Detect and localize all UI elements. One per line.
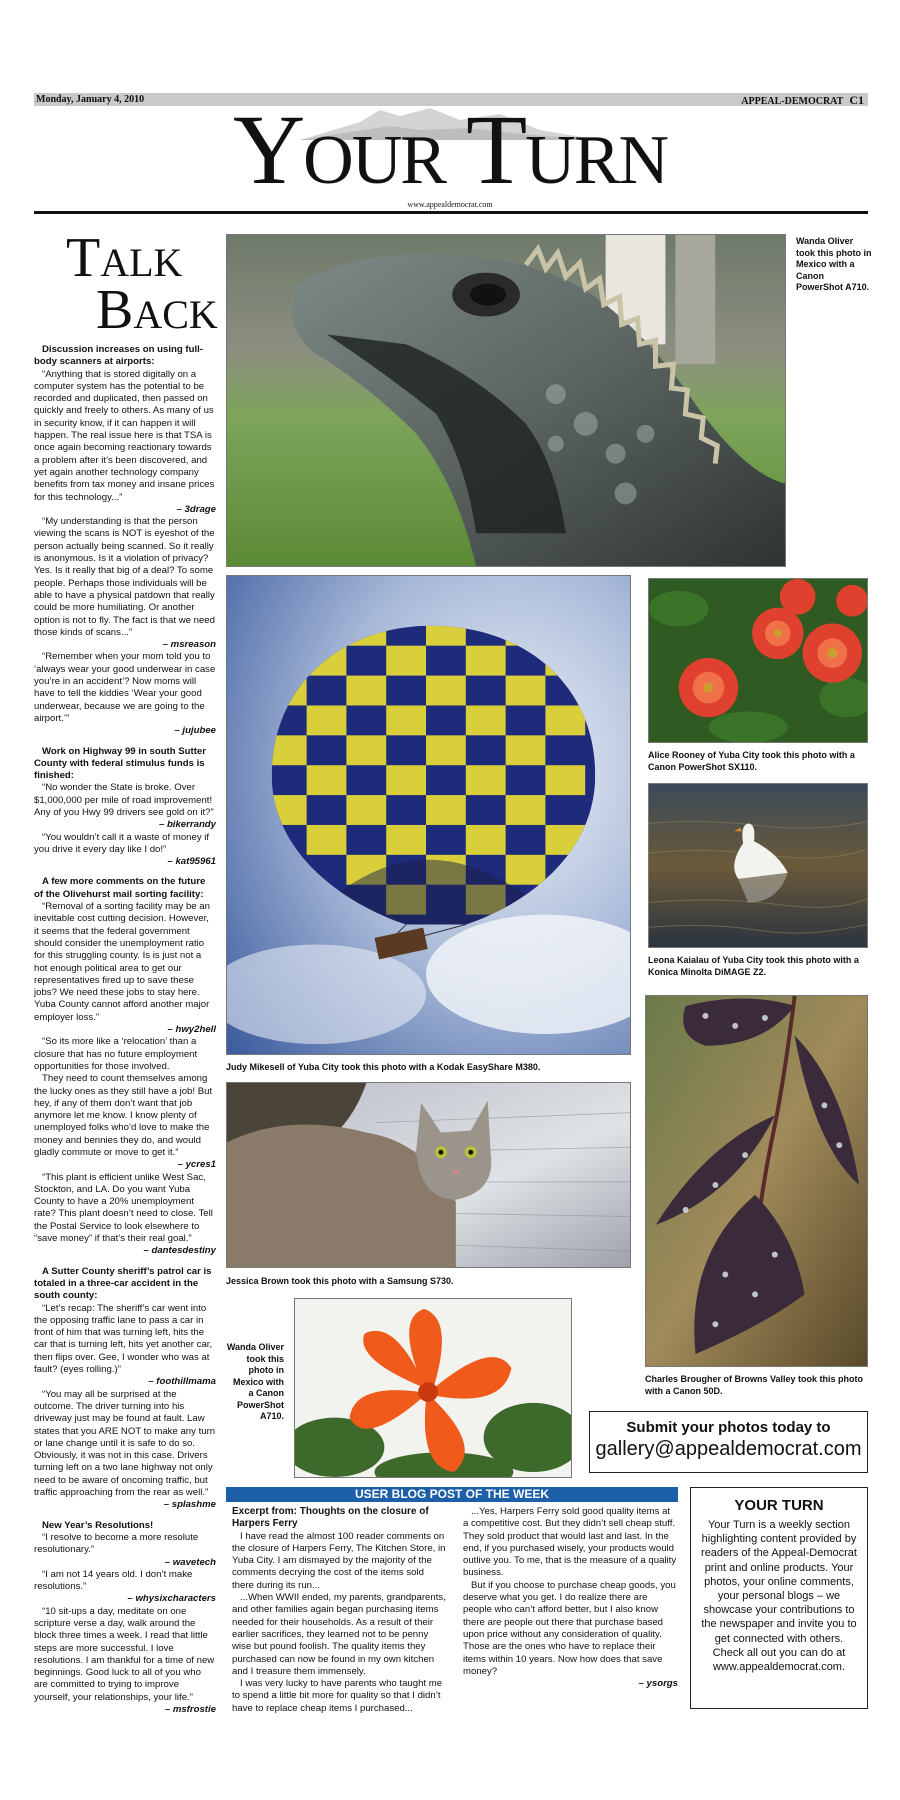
talkback-b: B <box>96 279 134 341</box>
paper-name-text: APPEAL-DEMOCRAT <box>741 96 844 107</box>
comment-text: “This plant is efficient unlike West Sac, Stockton, and LA. Do you want Yuba County to have a 20% unemployment rate? This plant doesn’t need to close. Tell the Postal Service to look elsewhere to “save money” if that’s their real goal.” <box>34 1171 213 1245</box>
submit-line1: Submit your photos today to <box>626 1419 831 1436</box>
headline: Discussion increases on using full-body scanners at airports: <box>34 344 203 368</box>
talkback-ack: ACK <box>133 292 218 337</box>
comment-author: – ysorgs <box>638 1678 678 1690</box>
comment-author: – 3drage <box>176 503 216 515</box>
talkback-t: T <box>66 227 101 289</box>
cat-caption: Jessica Brown took this photo with a Samsung S730. <box>226 1276 454 1286</box>
submit-email-link[interactable]: gallery@appealdemocrat.com <box>595 1438 862 1460</box>
talkback-alk: ALK <box>100 240 183 285</box>
comment-author: – ycres1 <box>177 1159 216 1171</box>
comment-text: “Removal of a sorting facility may be an inevitable cost cutting decision. However, it seems that the federal government should consider the unemployment ratio for this struggling county. Is is just not a hot enough political area to get our representatives fired up to save these jobs? We need these jobs to stay here. Yuba County cannot afford another major employer loss.” <box>34 901 210 1023</box>
header-rule <box>34 211 868 214</box>
submit-photos-box <box>589 1411 868 1473</box>
goose-photo <box>648 783 868 948</box>
blog-banner: USER BLOG POST OF THE WEEK <box>226 1487 678 1502</box>
comment-author: – dantesdestiny <box>143 1245 216 1257</box>
hot-air-balloon-icon <box>227 576 630 1054</box>
talkback-column <box>34 344 216 1716</box>
hibiscus-flower-icon <box>295 1299 571 1477</box>
comment-text: They need to count themselves among the lucky ones as they still have a job! But hey, if any of them don’t want that job anymore let me know. I know plenty of unemployed folks who’d love to make the money and bennies they do, and would gladly commute or move to get it.” <box>34 1073 213 1158</box>
comment-text: “10 sit-ups a day, meditate on one scripture verse a day, walk around the block three times a week. I read that little steps are more successful. I love resolutions. I am thankful for a time of new beginnings. Good luck to all of you who are committed to trying to improve yourself, your relationships, your life.” <box>34 1605 215 1703</box>
hibiscus-photo <box>294 1298 572 1478</box>
goose-icon <box>649 784 867 947</box>
comment-author: – bikerrandy <box>158 819 216 831</box>
comment-text: “Anything that is stored digitally on a computer system has the potential to be recorded and duplicated, then passed on quickly and freely to others. As many of us in security know, if it can happen it will happen. The real issue here is that TSA is once again becoming reactionary towards a problem after it’s been discovered, and yet again another technology company benefits from tax money and insane prices for this technology...” <box>34 368 215 503</box>
iguana-caption: Wanda Oliver took this photo in Mexico with a Canon PowerShot A710. <box>796 236 872 292</box>
comment-text: “Let’s recap: The sheriff’s car went into the opposing traffic lane to pass a car in front of him that was turning left, hits the car that is turning left, hits yet another car, then flips over. Gee, I wonder who was at fault? (eyes rolling.)” <box>34 1302 213 1376</box>
comment-author: – whysixcharacters <box>127 1593 216 1605</box>
talkback-title-line2 <box>96 279 218 341</box>
masthead-our: OUR <box>303 122 445 199</box>
dahlia-flowers-icon <box>649 579 867 742</box>
page-number: C1 <box>849 93 864 107</box>
dahlia-caption: Alice Rooney of Yuba City took this photo with a Canon PowerShot SX110. <box>648 750 855 772</box>
frosted-leaves-icon <box>646 996 867 1366</box>
your-turn-box-title: YOUR TURN <box>734 1497 824 1514</box>
cat-icon <box>227 1083 630 1267</box>
iguana-icon <box>227 235 785 566</box>
comment-author: – hwy2hell <box>167 1024 216 1036</box>
your-turn-info-box <box>690 1487 868 1709</box>
comment-text: “No wonder the State is broke. Over $1,000,000 per mile of road improvement! Any of you Hwy 99 drivers see gold on it?” <box>34 782 214 818</box>
comment-text: “So its more like a ‘relocation’ than a closure that has no future employment opportunities for those involved. <box>34 1036 198 1072</box>
comment-text: ...Yes, Harpers Ferry sold good quality items at a competitive cost. But they didn’t sell cheap stuff. They sold product that would last and last. In the end, if you purchased wisely, your products would outlive you. To me, that is the measure of a quality business. <box>463 1506 677 1579</box>
dahlia-photo <box>648 578 868 743</box>
talkback-title-line1 <box>66 227 183 289</box>
masthead-url[interactable]: www.appealdemocrat.com <box>407 200 493 209</box>
goose-caption: Leona Kaialau of Yuba City took this photo with a Konica Minolta DiMAGE Z2. <box>648 955 859 977</box>
comment-text: “You wouldn’t call it a waste of money if you drive it every day like I do!” <box>34 831 210 855</box>
comment-text: ...When WWII ended, my parents, grandparents, and other families again began purchasing items needed for their households. As a result of their earlier sacrifices, they learned not to be penny wise but pound foolish. The quality items they purchased can now be found in my own kitchen and I treasure them immensely. <box>232 1592 446 1677</box>
headline: Work on Highway 99 in south Sutter County with federal stimulus funds is finished: <box>34 745 206 782</box>
comment-text: “My understanding is that the person viewing the scans is NOT is eyeshot of the person actually being scanned. So it really is anonymous. Is it a violation of privacy? Yes. Is it really that big of a deal? To some people. Perhaps those individuals will be able to have a physical patdown that really could be more humiliating. Or another option is not to fly. The fact is that we need those kinds of scans...” <box>34 516 215 638</box>
comment-author: – wavetech <box>164 1556 216 1568</box>
balloon-photo <box>226 575 631 1055</box>
comment-text: “I am not 14 years old. I don’t make resolutions.” <box>34 1568 193 1593</box>
comment-text: But if you choose to purchase cheap goods, you deserve what you get. I do realize there are people who can’t afford better, but I also know there are people out there that purchase based upon price without any consideration of quality. Those are the ones who have to replace their items within 10 years. Now how does that save money? <box>463 1579 676 1677</box>
comment-text: “I resolve to become a more resolute resolutionary.” <box>34 1531 199 1556</box>
iguana-photo <box>226 234 786 567</box>
cat-photo <box>226 1082 631 1268</box>
comment-author: – foothillmama <box>148 1376 216 1388</box>
masthead-y: Y <box>232 94 304 205</box>
comment-author: – splashme <box>163 1499 216 1511</box>
hibiscus-caption: Wanda Oliver took this photo in Mexico with a Canon PowerShot A710. <box>226 1342 284 1421</box>
issue-date: Monday, January 4, 2010 <box>36 94 145 105</box>
comment-text: “You may all be surprised at the outcome. The driver turning into his driveway just may be found at fault. Law states that you ARE NOT to make any turn or lane change until it is safe to do so. Obviously, it was not in this case. Drivers turning left on a two lane highway not only need to be aware of oncoming traffic, but traffic approaching from the rear as well.” <box>34 1388 216 1499</box>
comment-text: “Remember when your mom told you to ‘always wear your good underwear in case you’re in an accident’? Now moms will have to tell the kiddies ‘Wear your good underwear, because we are going to the airport.’” <box>34 651 216 724</box>
comment-author: – msreason <box>162 639 216 651</box>
comment-text: I have read the almost 100 reader comments on the closure of Harpers Ferry, The Kitchen Store, in Yuba City. I am dismayed by the majority of the comments decrying the cost of the items sold there during its run... <box>232 1530 446 1591</box>
masthead-urn: URN <box>525 122 668 199</box>
blog-post <box>232 1506 678 1721</box>
masthead-t: T <box>466 94 526 205</box>
your-turn-box-body: Your Turn is a weekly section highlighting content provided by readers of the Appeal-Democrat print and online products. Your photos, your online comments, your personal blogs – we showcase your contributions to the newspaper and invite you to get connected with others. Check all out you can do at www.appealdemocrat.com. <box>701 1519 857 1674</box>
comment-author: – kat95961 <box>167 856 216 868</box>
headline: A Sutter County sheriff’s patrol car is totaled in a three-car accident in the south county: <box>34 1265 212 1302</box>
comment-author: – jujubee <box>174 725 216 737</box>
comment-author: – msfrostie <box>164 1704 216 1716</box>
headline: New Year’s Resolutions! <box>42 1519 154 1531</box>
leaves-photo <box>645 995 868 1367</box>
balloon-caption: Judy Mikesell of Yuba City took this photo with a Kodak EasyShare M380. <box>226 1062 541 1072</box>
headline: Excerpt from: Thoughts on the closure of Harpers Ferry <box>232 1506 429 1530</box>
comment-text: I was very lucky to have parents who taught me to spend a little bit more for quality so that I didn’t have to replace cheap items I purchased... <box>232 1678 443 1714</box>
headline: A few more comments on the future of the Olivehurst mail sorting facility: <box>34 876 206 900</box>
leaves-caption: Charles Brougher of Browns Valley took this photo with a Canon 50D. <box>645 1374 864 1396</box>
